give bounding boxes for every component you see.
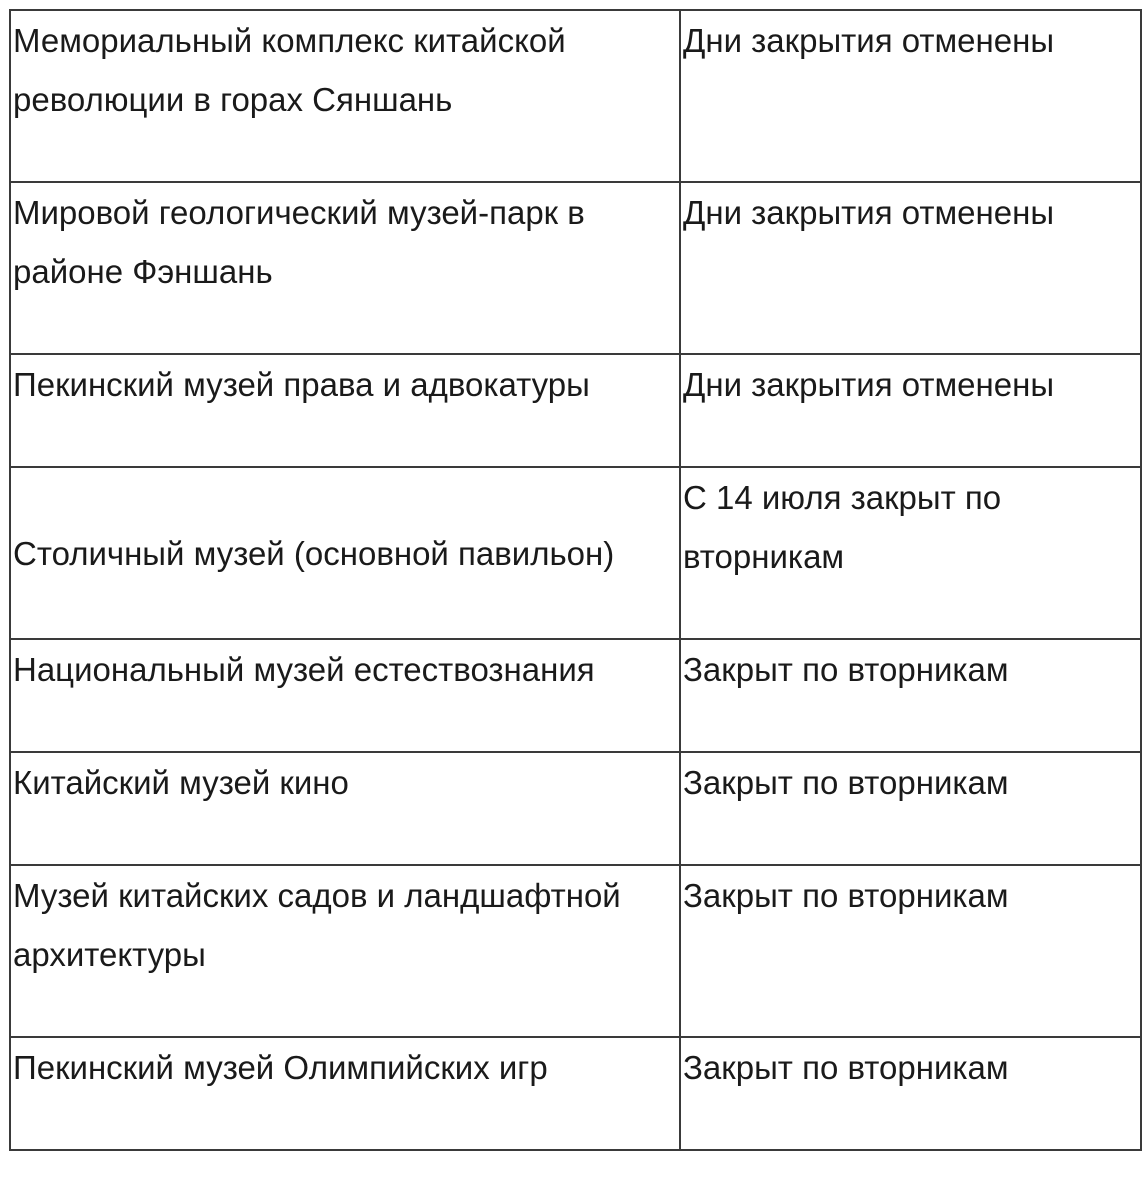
closure-status-cell	[680, 752, 1141, 865]
closure-status: Закрыт по вторникам	[683, 651, 1009, 688]
table-row	[10, 354, 1141, 467]
museum-name-cell	[10, 639, 680, 752]
closure-status-cell	[680, 467, 1141, 639]
table-row	[10, 467, 1141, 639]
closure-status: Дни закрытия отменены	[683, 194, 1055, 231]
closure-status: Дни закрытия отменены	[683, 366, 1055, 403]
closure-status: Дни закрытия отменены	[683, 22, 1055, 59]
table-row	[10, 865, 1141, 1037]
museum-name-cell	[10, 865, 680, 1037]
museum-name: Мировой геологический музей-парк в районе Фэншань	[13, 194, 585, 290]
museum-name-cell	[10, 1037, 680, 1150]
museum-name-cell	[10, 182, 680, 354]
museum-name: Национальный музей естествознания	[13, 651, 595, 688]
table-row	[10, 752, 1141, 865]
museum-name: Китайский музей кино	[13, 764, 349, 801]
closure-status: С 14 июля закрыт по вторникам	[683, 479, 1002, 575]
closure-status-cell	[680, 1037, 1141, 1150]
museum-name: Пекинский музей права и адвокатуры	[13, 366, 590, 403]
table-row	[10, 182, 1141, 354]
closure-status-cell	[680, 354, 1141, 467]
closure-status-cell	[680, 639, 1141, 752]
museum-name-cell	[10, 467, 680, 639]
museum-name-cell	[10, 354, 680, 467]
closure-status-cell	[680, 182, 1141, 354]
table-row	[10, 639, 1141, 752]
museum-name: Пекинский музей Олимпийских игр	[13, 1049, 548, 1086]
closure-status: Закрыт по вторникам	[683, 764, 1009, 801]
museum-name: Музей китайских садов и ландшафтной архитектуры	[13, 877, 621, 973]
closure-status: Закрыт по вторникам	[683, 877, 1009, 914]
museum-name: Мемориальный комплекс китайской революции в горах Сяншань	[13, 22, 566, 118]
closure-status-cell	[680, 865, 1141, 1037]
museum-name-cell	[10, 752, 680, 865]
museum-name: Столичный музей (основной павильон)	[13, 534, 615, 572]
table-row	[10, 10, 1141, 182]
table-row	[10, 1037, 1141, 1150]
closure-status-cell	[680, 10, 1141, 182]
closure-status: Закрыт по вторникам	[683, 1049, 1009, 1086]
museum-closure-table	[9, 9, 1142, 1151]
museum-name-cell	[10, 10, 680, 182]
